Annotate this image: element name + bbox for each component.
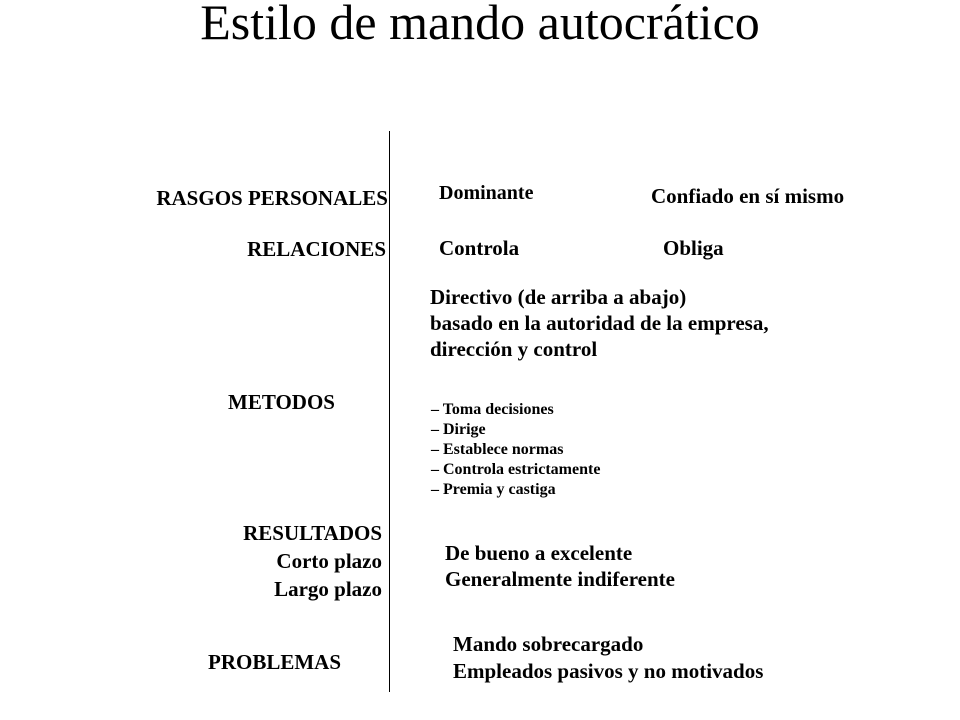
- relacion-obliga: Obliga: [663, 236, 724, 260]
- metodo-item: – Premia y castiga: [431, 481, 556, 498]
- resultados-corto-plazo: Corto plazo: [276, 549, 382, 573]
- rasgo-confiado: Confiado en sí mismo: [651, 184, 845, 208]
- rasgo-dominante: Dominante: [439, 182, 534, 204]
- resultado-corto-valor: De bueno a excelente: [445, 541, 633, 565]
- problema-item: Empleados pasivos y no motivados: [453, 659, 764, 683]
- metodo-item: – Controla estrictamente: [431, 461, 601, 478]
- relaciones-label: RELACIONES: [247, 237, 386, 261]
- problemas-label: PROBLEMAS: [208, 650, 342, 674]
- metodo-descripcion-line: Directivo (de arriba a abajo): [430, 285, 687, 309]
- rasgos-personales-label: RASGOS PERSONALES: [156, 186, 388, 210]
- resultados-label: RESULTADOS: [243, 521, 382, 545]
- metodo-item: – Establece normas: [431, 441, 564, 458]
- metodo-descripcion-line: dirección y control: [430, 337, 598, 361]
- metodo-item: – Toma decisiones: [431, 401, 554, 418]
- problema-item: Mando sobrecargado: [453, 632, 644, 656]
- metodo-item: – Dirige: [431, 421, 486, 438]
- vertical-divider: [389, 131, 390, 692]
- resultado-largo-valor: Generalmente indiferente: [445, 567, 675, 591]
- metodo-descripcion-line: basado en la autoridad de la empresa,: [430, 311, 769, 335]
- resultados-largo-plazo: Largo plazo: [274, 577, 382, 601]
- metodos-label: METODOS: [228, 390, 335, 414]
- relacion-controla: Controla: [439, 236, 520, 260]
- slide-title: Estilo de mando autocrático: [200, 0, 760, 50]
